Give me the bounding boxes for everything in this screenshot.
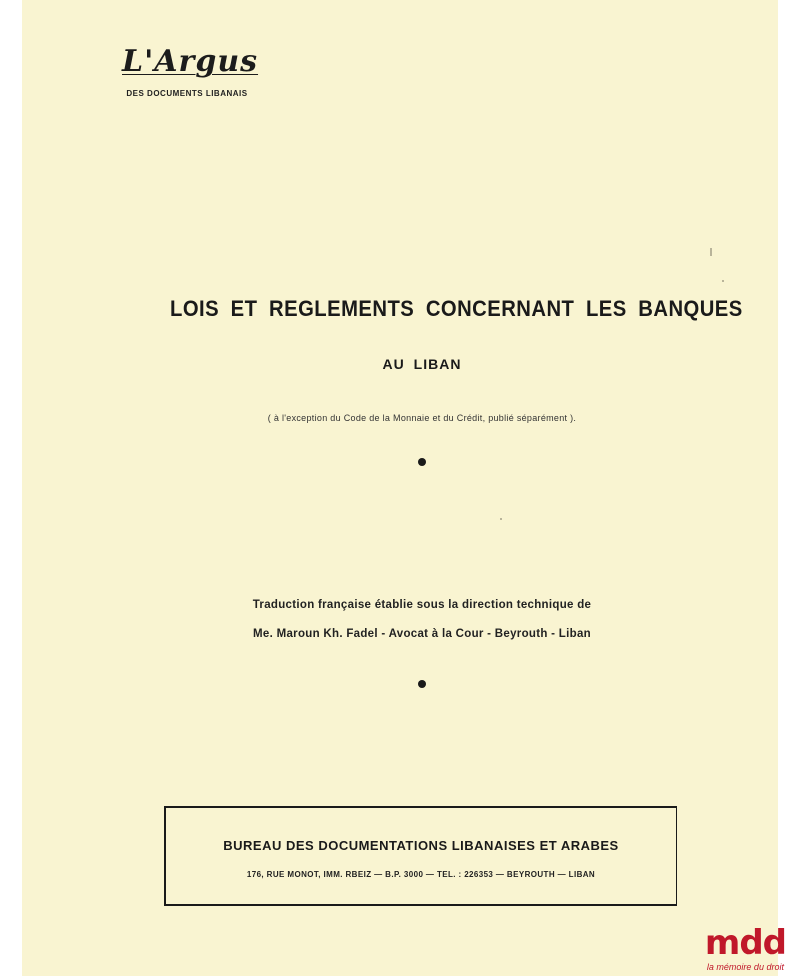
publisher-name: BUREAU DES DOCUMENTATIONS LIBANAISES ET ARABES	[223, 838, 619, 853]
paper-speck	[500, 518, 502, 520]
document-subtitle: AU LIBAN	[382, 356, 462, 372]
mdd-tagline: la mémoire du droit	[706, 962, 784, 972]
paper-speck	[722, 280, 724, 282]
document-page	[22, 0, 778, 976]
argus-logo: L'Argus	[122, 44, 259, 79]
publisher-address: 176, RUE MONOT, IMM. RBEIZ — B.P. 3000 — TEL. : 226353 — BEYROUTH — LIBAN	[246, 870, 596, 879]
masthead	[122, 44, 259, 98]
bullet-divider	[418, 680, 426, 688]
masthead-subtitle: DES DOCUMENTS LIBANAIS	[126, 89, 248, 98]
mdd-watermark	[704, 923, 786, 972]
paper-speck	[710, 248, 712, 256]
translation-credit: Traduction française établie sous la direction technique de	[252, 599, 592, 611]
document-title: LOIS ET REGLEMENTS CONCERNANT LES BANQUES	[170, 296, 743, 321]
bullet-divider	[418, 458, 426, 466]
publisher-box	[164, 806, 677, 906]
translator-name: Me. Maroun Kh. Fadel - Avocat à la Cour - Beyrouth - Liban	[253, 628, 591, 640]
mdd-logo: mdd	[704, 923, 786, 963]
exception-note: ( à l'exception du Code de la Monnaie et du Crédit, publié séparément ).	[267, 413, 577, 423]
